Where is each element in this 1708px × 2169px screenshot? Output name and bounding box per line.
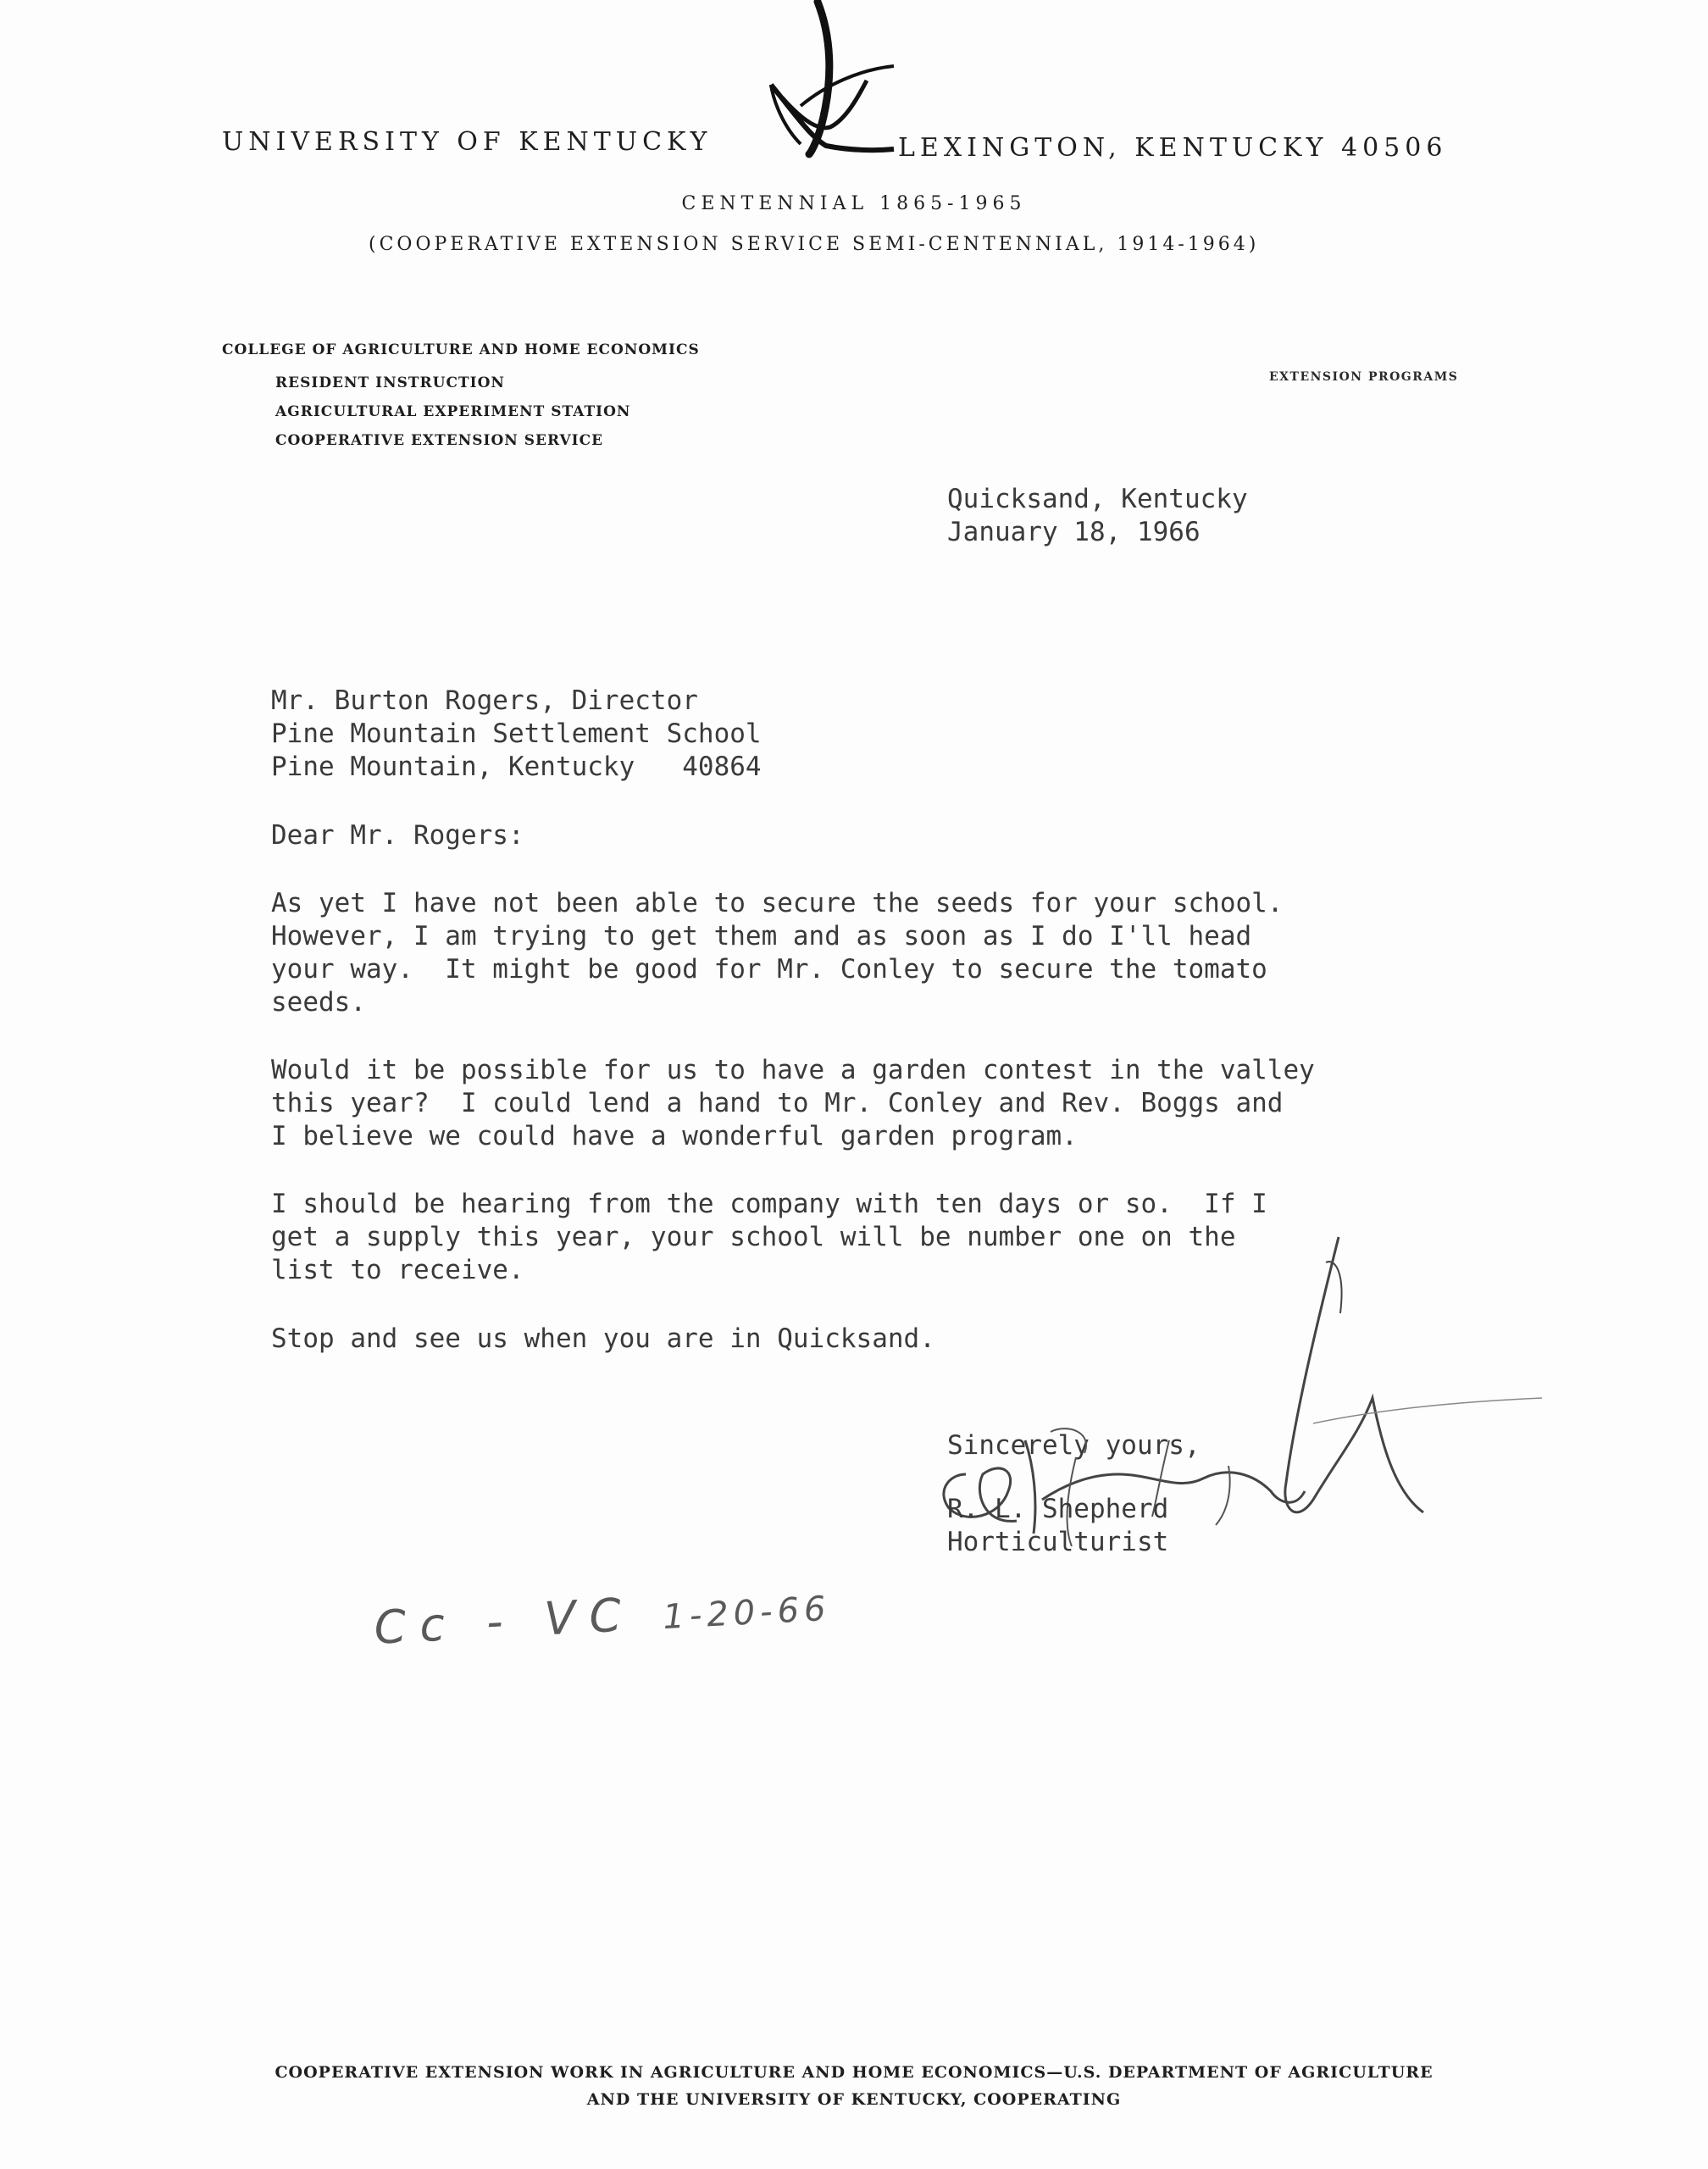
cc-note-date: 1-20-66 <box>662 1589 832 1638</box>
letter-place: Quicksand, Kentucky <box>947 484 1248 514</box>
handwritten-cc-note <box>373 1578 832 1655</box>
body-line: I believe we could have a wonderful garden program. <box>271 1121 1078 1151</box>
signer-name: R. L. Shepherd <box>947 1494 1169 1524</box>
body-line: Stop and see us when you are in Quicksand. <box>271 1323 935 1354</box>
semi-centennial-line: (COOPERATIVE EXTENSION SERVICE SEMI-CENTENNIAL, 1914-1964) <box>369 234 1260 255</box>
centennial-line: CENTENNIAL 1865-1965 <box>681 193 1027 214</box>
recipient-line: Mr. Burton Rogers, Director <box>271 685 698 716</box>
division-extension-service: COOPERATIVE EXTENSION SERVICE <box>275 432 604 449</box>
body-line: seeds. <box>271 987 366 1018</box>
body-line: get a supply this year, your school will be number one on the <box>271 1222 1236 1252</box>
body-line: list to receive. <box>271 1255 524 1285</box>
university-name: UNIVERSITY OF KENTUCKY <box>222 127 713 157</box>
letter-date: January 18, 1966 <box>947 517 1201 547</box>
salutation: Dear Mr. Rogers: <box>271 820 524 851</box>
cc-note-text: Cc - VC <box>373 1587 636 1655</box>
signer-title: Horticulturist <box>947 1527 1169 1557</box>
recipient-line: Pine Mountain Settlement School <box>271 718 762 749</box>
university-logo <box>767 0 902 161</box>
footer-line-2: AND THE UNIVERSITY OF KENTUCKY, COOPERATING <box>586 2090 1122 2109</box>
closing: Sincerely yours, <box>947 1430 1201 1461</box>
extension-programs-label: EXTENSION PROGRAMS <box>1269 370 1459 384</box>
body-line: As yet I have not been able to secure the seeds for your school. <box>271 888 1284 918</box>
body-line: this year? I could lend a hand to Mr. Conley and Rev. Boggs and <box>271 1088 1284 1118</box>
division-experiment-station: AGRICULTURAL EXPERIMENT STATION <box>275 403 631 420</box>
recipient-line: Pine Mountain, Kentucky 40864 <box>271 752 762 782</box>
division-resident-instruction: RESIDENT INSTRUCTION <box>275 374 505 391</box>
body-line: However, I am trying to get them and as soon as I do I'll head <box>271 921 1252 951</box>
body-line: Would it be possible for us to have a garden contest in the valley <box>271 1055 1315 1085</box>
footer-line-1: COOPERATIVE EXTENSION WORK IN AGRICULTURE AND HOME ECONOMICS—U.S. DEPARTMENT OF AGRICULTURE <box>274 2063 1434 2082</box>
university-location: LEXINGTON, KENTUCKY 40506 <box>898 133 1448 163</box>
college-name: COLLEGE OF AGRICULTURE AND HOME ECONOMICS <box>222 341 700 358</box>
body-line: I should be hearing from the company with ten days or so. If I <box>271 1189 1267 1219</box>
body-line: your way. It might be good for Mr. Conley to secure the tomato <box>271 954 1267 985</box>
